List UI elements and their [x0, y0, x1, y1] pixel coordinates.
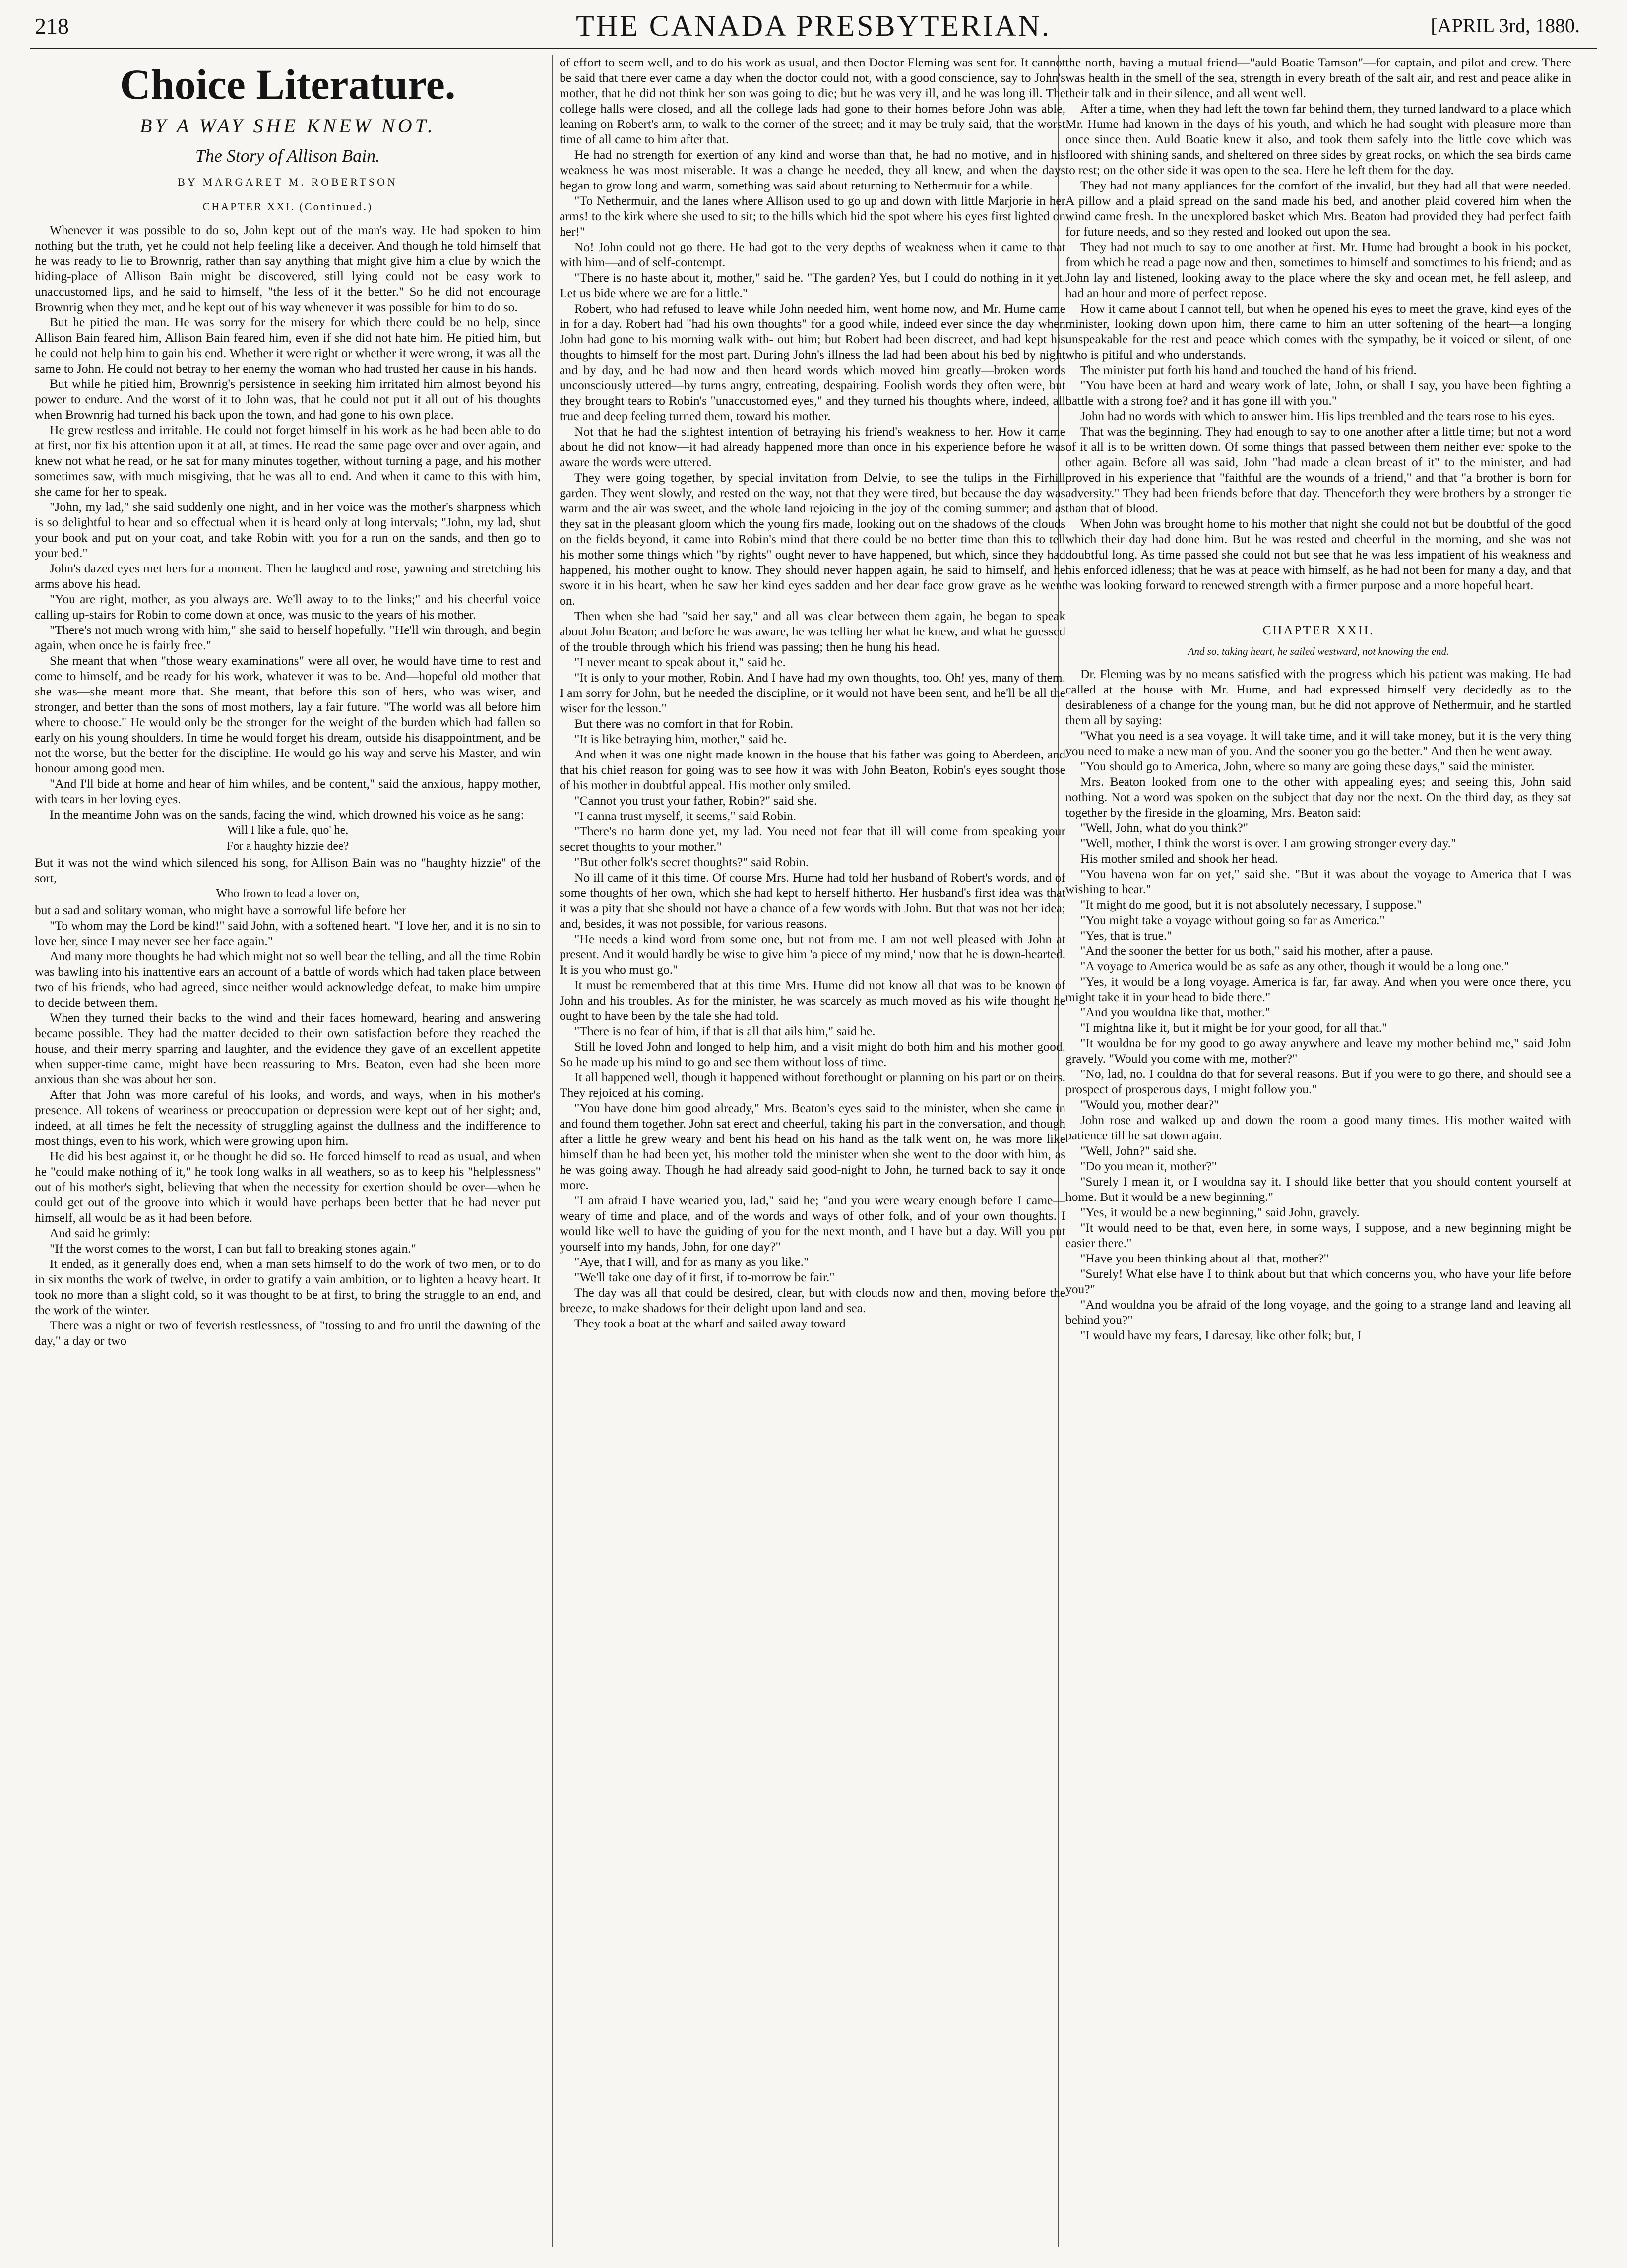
paragraph: That was the beginning. They had enough to say to one another after a little time; but not a word of it all is to be written down. Of some things that passed between them neither ever spoke to the other again. Before all was said, John "had made a clean breast of it" to the minister, and had proved in his experience that "faithful are the wounds of a friend," and that "a brother is born for adversity." They had been friends before that day. Thenceforth they were brothers by a stronger tie than that of blood. — [1065, 424, 1571, 515]
paragraph: "Yes, it would be a long voyage. America is far, far away. And when you were once there, you might take it in your head to bide there." — [1065, 974, 1571, 1004]
column-divider — [552, 55, 553, 2247]
paragraph: In the meantime John was on the sands, facing the wind, which drowned his voice as he sang: — [50, 807, 524, 821]
paragraph: He had no strength for exertion of any kind and worse than that, he had no motive, and in his weakness he was most miserable. It was a change he needed, they all knew, and when the days began to grow long and warm, something was said about returning to Nethermuir for a while. — [560, 147, 1065, 192]
column-1-text — [35, 902, 541, 1348]
paragraph: But there was no comfort in that for Robin. — [574, 716, 794, 731]
paragraph: Then when she had "said her say," and all was clear between them again, he began to speak about John Beaton; and before he was aware, he was telling her what he knew, and what he guessed of the trouble through which his friend was passing; then he hung his head. — [560, 609, 1065, 654]
paragraph: When they turned their backs to the wind and their faces homeward, hearing and answering became possible. They had the matter decided to their own satisfaction before they reached the house, and their merry sparring and laughter, and the evidence they gave of an excellent appetite when supper-time came, might have been reassuring to Mrs. Beaton, even had she been more anxious than she was about her son. — [35, 1010, 541, 1086]
story-subtitle: The Story of Allison Bain. — [195, 146, 380, 166]
paragraph: When John was brought home to his mother that night she could not but be doubtful of the good which their day had done him. But he was rested and cheerful in the morning, and she was not doubtful long. As time passed she could not but see that he was less impatient of his weakness and his enforced idleness; that he was at peace with himself, as he had not been for many a day, and that he was looking forward to renewed strength with a firmer purpose and a more hopeful heart. — [1065, 516, 1571, 592]
paragraph: "I canna trust myself, it seems," said Robin. — [574, 809, 797, 823]
paragraph: of effort to seem well, and to do his work as usual, and then Doctor Fleming was sent for. It cannot be said that there ever came a day when the doctor could not, with a good conscience, say to John's mother, that he did not think her son was going to die; but he was very ill, and he was long ill. The college halls were closed, and all the college lads had gone to their homes before John was able, leaning on Robert's arm, to walk to the corner of the street; and it may be truly said, that the worst time of all came to him after that. — [560, 55, 1065, 146]
paragraph: "You are right, mother, as you always are. We'll away to to the links;" and his cheerful voice calling up-stairs for Robin to come down at once, was music to the years of his mother. — [35, 592, 541, 622]
paragraph: After that John was more careful of his looks, and words, and ways, when in his mother's presence. All tokens of weariness or preoccupation or depression were kept out of her sight; and, indeed, at all times he felt the necessity of struggling against the dullness and the indifference to most things, even to his work, which were growing upon him. — [35, 1087, 541, 1148]
paragraph: Still he loved John and longed to help him, and a visit might do both him and his mother good. So he made up his mind to go and see them without loss of time. — [560, 1039, 1065, 1069]
paragraph: It ended, as it generally does end, when a man sets himself to do the work of two men, or to do in six months the work of twelve, in order to gratify a vain ambition, or to lighten a heavy heart. It took no more than a slight cold, so it was thought to be at first, to bring the struggle to an end, and the work of the winter. — [35, 1257, 541, 1317]
column-2-text — [560, 55, 1065, 1331]
paragraph: "Well, mother, I think the worst is over. I am growing stronger every day." — [1080, 836, 1456, 850]
paragraph: They were going together, by special invitation from Delvie, to see the tulips in the Firhill garden. They went slowly, and rested on the way, not that they were tired, but because the day was warm and the air was sweet, and the whole land rejoicing in the joy of the coming summer; and as they sat in the pleasant gloom which the young firs made, looking out on the shadows of the clouds on the fields beyond, it came into Robin's mind that there could be no better time than this to tell his mother some things which "by rights" ought never to have happened, but which, since they had happened, his mother ought to know. They should never happen again, he said to himself, and he swore it in his heart, when he saw her kind eyes sadden and her dear face grow grave as he went on. — [560, 470, 1065, 608]
paragraph: "It might do me good, but it is not absolutely necessary, I suppose." — [1080, 897, 1422, 912]
paragraph: They had not many appliances for the comfort of the invalid, but they had all that were needed. A pillow and a plaid spread on the sand made his bed, and another plaid covered him when the wind came fresh. In the unexplored basket which Mrs. Beaton had provided they had perfect faith for future needs, and so they rested and looked out upon the sea. — [1065, 178, 1571, 239]
paragraph: "I mightna like it, but it might be for your good, for all that." — [1080, 1020, 1387, 1035]
paragraph: "It is only to your mother, Robin. And I have had my own thoughts, too. Oh! yes, many of them. I am sorry for John, but he needed the discipline, or it would not have been sent, and he'll be all the wiser for the lesson." — [560, 670, 1065, 715]
column-2 — [560, 55, 1065, 1331]
paragraph: "There is no fear of him, if that is all that ails him," said he. — [574, 1024, 876, 1038]
story-title: BY A WAY SHE KNEW NOT. — [140, 115, 436, 137]
paragraph: She meant that when "those weary examinations" were all over, he would have time to rest and come to himself, and be ready for his work, whatever it was to be. And—hopeful old mother that she was—she meant more that. She meant, that before this son of hers, who was wiser, and stronger, and better than the sons of most mothers, lay a fair future. "The world was all before him where to choose." He would only be the stronger for the weight of the burden which had fallen so early on his young shoulders. In time he would forget his dream, outside his disappointment, and be not the worse, but the better for the discipline. He would go his way and serve his Master, and win honour among good men. — [35, 653, 541, 775]
paragraph: "I am afraid I have wearied you, lad," said he; "and you were weary enough before I came—weary of time and place, and of the words and ways of other folk, and of your own thoughts. I would like well to have the guiding of you for the next month, and I have but a day. Will you put yourself into my hands, John, for one day?" — [560, 1193, 1065, 1254]
poem-line: Who frown to lead a lover on, — [216, 887, 360, 900]
paragraph: "But other folk's secret thoughts?" said Robin. — [574, 855, 809, 869]
paragraph: They took a boat at the wharf and sailed away toward — [574, 1316, 846, 1330]
paragraph: "Aye, that I will, and for as many as you like." — [574, 1255, 809, 1269]
paragraph: The day was all that could be desired, clear, but with clouds now and then, moving before the breeze, to make shadows for their delight upon land and sea. — [560, 1285, 1065, 1315]
paragraph: After a time, when they had left the town far behind them, they turned landward to a place which Mr. Hume had known in the days of his youth, and which he had sought with pleasure more than once since then. Auld Boatie knew it also, and took them safely into the little cove which was floored with shining sands, and sheltered on three sides by great rocks, on which the sea birds came to rest; on the other side it was open to the sea. Here he left them for the day. — [1065, 101, 1571, 177]
chapter-heading: CHAPTER XXI. (Continued.) — [202, 200, 373, 213]
paragraph: "If the worst comes to the worst, I can but fall to breaking stones again." — [50, 1241, 416, 1256]
paragraph: But he pitied the man. He was sorry for the misery for which there could be no help, since Allison Bain feared him, Allison Bain feared him, even if she did not hate him. He pitied him, but he could not help him to gain his end. Whether it were right or whether it were wrong, it was all the same to John. He could not betray to her enemy the woman who had trusted her cause in his hands. — [35, 315, 541, 376]
paragraph: "John, my lad," she said suddenly one night, and in her voice was the mother's sharpness which is so delightful to hear and so effectual when it is heard only at long intervals; "John, my lad, shut your book and put on your coat, and take Robin with you for a run on the sands, and then go to your bed." — [35, 500, 541, 560]
page-number: 218 — [35, 13, 69, 39]
paragraph: It all happened well, though it happened without forethought or planning on his part or on theirs. They rejoiced at his coming. — [560, 1070, 1065, 1100]
column-1 — [35, 55, 541, 1348]
issue-date: [APRIL 3rd, 1880. — [1431, 14, 1580, 37]
paragraph: It must be remembered that at this time Mrs. Hume did not know all that was to be known of John and his troubles. As for the minister, he was scarcely as much moved as his wife thought he ought to have been by the tale she had told. — [560, 978, 1065, 1023]
paragraph: "Would you, mother dear?" — [1080, 1097, 1219, 1112]
paragraph: "It would need to be that, even here, in some ways, I suppose, and a new beginning might be easier there." — [1065, 1220, 1571, 1250]
paragraph: "Have you been thinking about all that, mother?" — [1080, 1251, 1329, 1265]
paragraph: Whenever it was possible to do so, John kept out of the man's way. He had spoken to him nothing but the truth, yet he could not help feeling like a deceiver. And though he told himself that he was ready to lie to Brownrig, rather than say anything that might give him a clue by which the hiding-place of Allison Bain might be discovered, still lying could not be easy work to unaccustomed lips, and he said to himself, "the less of it the better." So he did not encourage Brownrig when they met, and he kept out of his way whenever it was possible for him to do so. — [35, 223, 541, 314]
header-rule — [30, 48, 1597, 49]
paragraph: Mrs. Beaton looked from one to the other with appealing eyes; and seeing this, John said nothing. Not a word was spoken on the subject that day nor the next. On the third day, as they sat together by the fireside in the gloaming, Mrs. Beaton said: — [1065, 774, 1571, 819]
column-3-text — [1065, 666, 1571, 1343]
paragraph: "Surely! What else have I to think about but that which concerns you, who have your life before you?" — [1065, 1266, 1571, 1296]
chapter-22-heading: CHAPTER XXII. — [1262, 623, 1375, 637]
paragraph: "To whom may the Lord be kind!" said John, with a softened heart. "I love her, and it is no sin to love her, since I may never see her face again." — [35, 918, 541, 948]
poem-line: Will I like a fule, quo' he, — [227, 824, 349, 837]
paragraph: But while he pitied him, Brownrig's persistence in seeking him irritated him almost beyond his power to endure. And the worst of it to John was, that he could not put it all out of his thoughts when Brownrig had turned his back upon the town, and had gone to his own place. — [35, 377, 541, 422]
column-1-text — [35, 222, 541, 822]
paragraph: "To Nethermuir, and the lanes where Allison used to go up and down with little Marjorie in her arms! to the kirk where she used to sit; to the hills which hid the spot where his eyes first lighted on her!" — [560, 193, 1065, 239]
paragraph: "There's no harm done yet, my lad. You need not fear that ill will come from speaking your secret thoughts to your mother." — [560, 824, 1065, 854]
paragraph: Robert, who had refused to leave while John needed him, went home now, and Mr. Hume came in for a day. Robert had "had his own thoughts" for a good while, indeed ever since the day when John had gone to his morning walk with- out him; but Robert had been discreet, and had kept his thoughts to himself for the most part. During John's illness the lad had been about his bed by night and by day, and he had now and then heard words which moved him greatly—broken words unconsciously uttered—by turns angry, entreating, despairing. Foolish words they often were, but they brought tears to Robin's "unaccustomed eyes," and they turned his thoughts where, indeed, all true and deep feeling turned them, toward his mother. — [560, 301, 1065, 423]
paragraph: Not that he had the slightest intention of betraying his friend's weakness to her. How it came about he did not know—it had already happened more than once in his experience before he was aware the words were uttered. — [560, 424, 1065, 469]
paragraph: His mother smiled and shook her head. — [1080, 851, 1278, 866]
paragraph: "It is like betraying him, mother," said he. — [574, 732, 787, 746]
author-line: BY MARGARET M. ROBERTSON — [178, 176, 398, 188]
paragraph: "Do you mean it, mother?" — [1080, 1159, 1217, 1173]
paragraph: "No, lad, no. I couldna do that for several reasons. But if you were to go there, and should see a prospect of prosperous days, I might follow you." — [1065, 1067, 1571, 1096]
paragraph: "There is no haste about it, mother," said he. "The garden? Yes, but I could do nothing in it yet. Let us bide where we are for a little." — [560, 270, 1065, 300]
paragraph: "You should go to America, John, where so many are going these days," said the minister. — [1080, 759, 1535, 773]
paragraph: And when it was one night made known in the house that his father was going to Aberdeen, and that his chief reason for going was to see how it was with John Beaton, Robin's eyes sought those of his mother in doubtful appeal. His mother only smiled. — [560, 747, 1065, 792]
paragraph: "You have done him good already," Mrs. Beaton's eyes said to the minister, when she came in and found them together. John sat erect and cheerful, taking his part in the conversation, and though after a little he grew weary and bent his head on his hand as the talk went on, he was more like himself than he had been yet, his mother told the minister when she went to the door with him, as he was going away. Though he had already said good-night to John, he turned back to say it once more. — [560, 1101, 1065, 1192]
paragraph: "We'll take one day of it first, if to-morrow be fair." — [574, 1270, 835, 1284]
paragraph: And said he grimly: — [50, 1226, 151, 1240]
column-1-text — [35, 855, 541, 885]
paragraph: He grew restless and irritable. He could not forget himself in his work as he had been able to do at first, nor fix his attention upon it at all, at times. He read the same page over and over again, and knew not what he read, or he sat for many minutes together, without turning a page, and his mother sometimes saw, with much misgiving, that he was all to end. And when it came to this with him, she came for her to speak. — [35, 423, 541, 499]
paragraph: the north, having a mutual friend—"auld Boatie Tamson"—for captain, and pilot and crew. There was health in the smell of the sea, strength in every breath of the salt air, and rest and peace alike in their talk and in their silence, and all went well. — [1065, 55, 1571, 100]
paragraph: The minister put forth his hand and touched the hand of his friend. — [1080, 363, 1417, 377]
paragraph: but a sad and solitary woman, who might have a sorrowful life before her — [35, 903, 407, 917]
paragraph: He did his best against it, or he thought he did so. He forced himself to read as usual, and when he "could make nothing of it," he took long walks in all weathers, so as to keep his "helplessness" out of his mother's sight, believing that when the necessity for exertion should be over—when he could get out of the groove into which it would have perhaps been better that he had never put himself, all would be as it had been before. — [35, 1149, 541, 1225]
paragraph: John rose and walked up and down the room a good many times. His mother waited with patience till he sat down again. — [1065, 1113, 1571, 1142]
paragraph: "Cannot you trust your father, Robin?" said she. — [574, 793, 817, 808]
paragraph: "And wouldna you be afraid of the long voyage, and the going to a strange land and leaving all behind you?" — [1065, 1297, 1571, 1327]
paragraph: John's dazed eyes met hers for a moment. Then he laughed and rose, yawning and stretching his arms above his head. — [35, 561, 541, 591]
paragraph: "Surely I mean it, or I wouldna say it. I should like better that you should content yourself at home. But it would be a new beginning." — [1065, 1174, 1571, 1204]
poem-line: For a haughty hizzie dee? — [226, 840, 349, 853]
paragraph: "And you wouldna like that, mother." — [1080, 1005, 1270, 1019]
paragraph: No! John could not go there. He had got to the very depths of weakness when it came to that with him—and of self-contempt. — [560, 240, 1065, 269]
paragraph: No ill came of it this time. Of course Mrs. Hume had told her husband of Robert's words, and of some thoughts of her own, which she had kept to herself hitherto. Her husband's first idea was that it was a pity that she should not have a chance of a few words with John. But that was not her idea; and, besides, it was not possible, for various reasons. — [560, 870, 1065, 931]
paragraph: "Yes, that is true." — [1080, 928, 1172, 943]
chapter-22-motto: And so, taking heart, he sailed westward, not knowing the end. — [1188, 645, 1449, 657]
paragraph: John had no words with which to answer him. His lips trembled and the tears rose to his eyes. — [1080, 409, 1555, 423]
paragraph: "You havena won far on yet," said she. "But it was about the voyage to America that I was wishing to hear." — [1065, 867, 1571, 896]
paragraph: "What you need is a sea voyage. It will take time, and it will take money, but it is the very thing you need to make a new man of you. And the sooner you go the better." And then he went away. — [1065, 728, 1571, 758]
column-3-text — [1065, 55, 1571, 593]
paragraph: "Well, John, what do you think?" — [1080, 820, 1249, 835]
paragraph: "You might take a voyage without going so far as America." — [1080, 913, 1385, 927]
paragraph: Dr. Fleming was by no means satisfied with the progress which his patient was making. He had called at the house with Mr. Hume, and had expressed himself very decidedly as to the desirableness of a change for the young man, but he did not approve of Nethermuir, and he startled them all by saying: — [1065, 667, 1571, 727]
paragraph: "Well, John?" said she. — [1080, 1143, 1197, 1158]
section-heading: Choice Literature. — [120, 61, 456, 108]
page-header — [0, 9, 1627, 44]
paragraph: "And the sooner the better for us both," said his mother, after a pause. — [1080, 944, 1433, 958]
paragraph: "And I'll bide at home and hear of him whiles, and be content," said the anxious, happy mother, with tears in her loving eyes. — [35, 776, 541, 806]
paragraph: "It wouldna be for my good to go away anywhere and leave my mother behind me," said John gravely. "Would you come with me, mother?" — [1065, 1036, 1571, 1066]
paragraph: They had not much to say to one another at first. Mr. Hume had brought a book in his pocket, from which he read a page now and then, sometimes to himself and sometimes to his friend; and as John lay and listened, looking away to the place where the sky and ocean met, he fell asleep, and had an hour and more of perfect repose. — [1065, 240, 1571, 300]
paragraph: "You have been at hard and weary work of late, John, or shall I say, you have been fighting a battle with a strong foe? and it has gone ill with you." — [1065, 378, 1571, 408]
paragraph: "There's not much wrong with him," she said to herself hopefully. "He'll win through, and begin again, when once he is fairly free." — [35, 623, 541, 652]
paragraph: But it was not the wind which silenced his song, for Allison Bain was no "haughty hizzie" of the sort, — [35, 855, 541, 885]
paragraph: "He needs a kind word from some one, but not from me. I am not well pleased with John at present. And it would hardly be wise to give him 'a piece of my mind,' now that he is down-hearted. It is you who must go." — [560, 932, 1065, 977]
paragraph: "I never meant to speak about it," said he. — [574, 655, 786, 669]
paragraph: And many more thoughts he had which might not so well bear the telling, and all the time Robin was bawling into his inattentive ears an account of a battle of words which had taken place between two of his friends, who had agreed, since neither would acknowledge defeat, to make him umpire to decide between them. — [35, 949, 541, 1009]
paragraph: There was a night or two of feverish restlessness, of "tossing to and fro until the dawning of the day," a day or two — [35, 1318, 541, 1348]
masthead: THE CANADA PRESBYTERIAN. — [576, 9, 1051, 42]
paragraph: "A voyage to America would be as safe as any other, though it would be a long one." — [1080, 959, 1509, 973]
column-3 — [1065, 55, 1571, 1343]
paragraph: "Yes, it would be a new beginning," said John, gravely. — [1080, 1205, 1360, 1219]
paragraph: "I would have my fears, I daresay, like other folk; but, I — [1080, 1328, 1362, 1342]
paragraph: How it came about I cannot tell, but when he opened his eyes to meet the grave, kind eyes of the minister, looking down upon him, there came to him an utter softening of the heart—a longing unspeakable for the rest and peace which comes with the sympathy, be it voiced or silent, of one who is pitiful and who understands. — [1065, 301, 1571, 362]
